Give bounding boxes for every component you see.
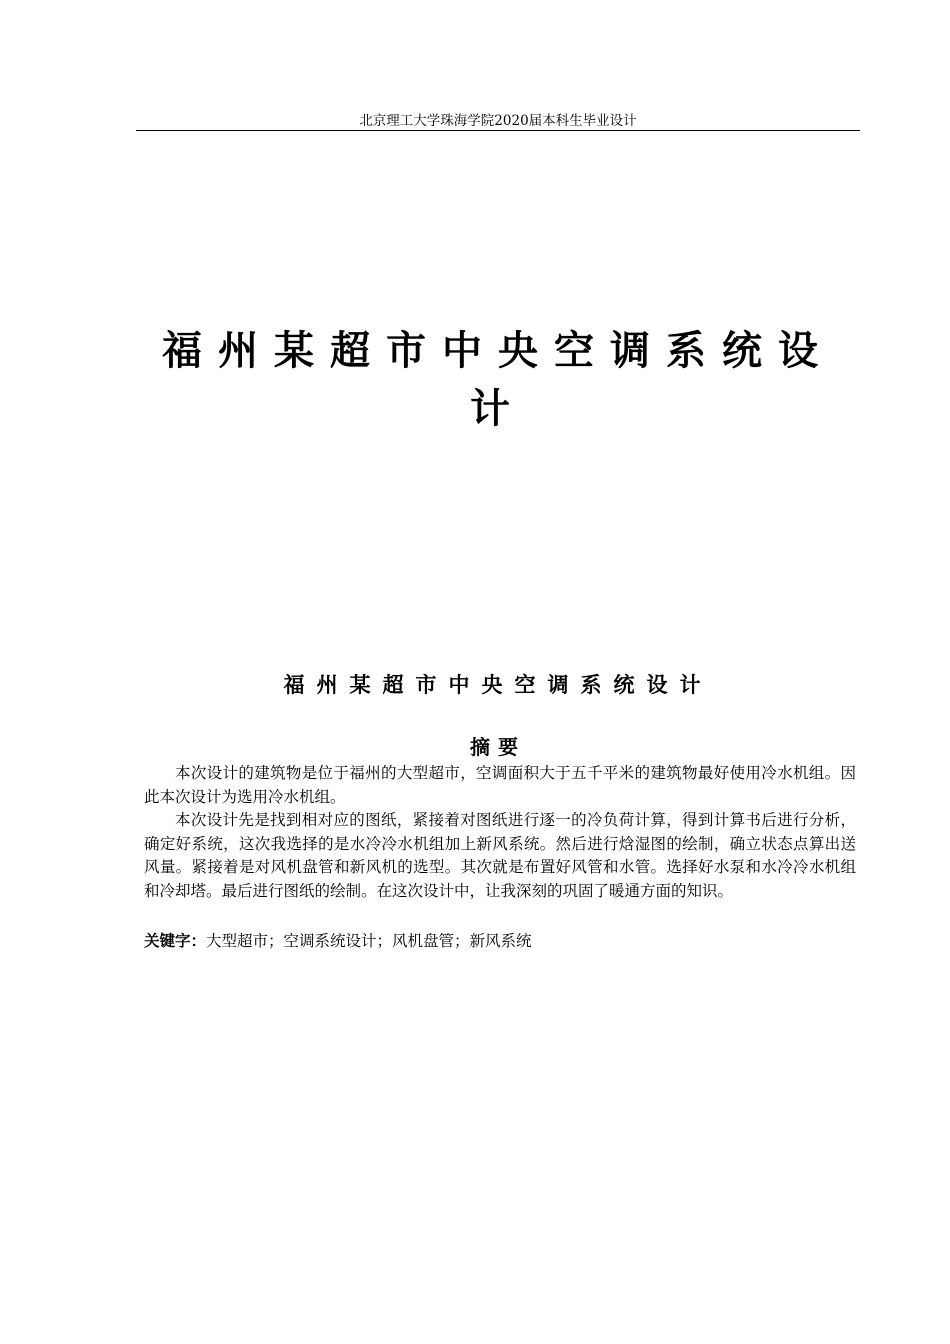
keywords — [144, 930, 856, 954]
abstract-paragraph-1: 本次设计的建筑物是位于福州的大型超市，空调面积大于五千平米的建筑物最好使用冷水机组。因此本次设计为选用冷水机组。 — [144, 764, 856, 806]
abstract-label: 摘要 — [470, 735, 526, 759]
page-header: 北京理工大学珠海学院2020届本科生毕业设计 — [359, 113, 637, 129]
keywords-label: 关键字： — [144, 932, 207, 950]
header-rule — [136, 130, 860, 131]
abstract-body — [144, 762, 856, 903]
abstract-title: 福州某超市中央空调系统设计 — [283, 673, 713, 697]
thesis-title — [136, 322, 860, 438]
thesis-title-line-1: 福州某超市中央空调系统设 — [162, 328, 834, 374]
thesis-title-line-2: 计 — [470, 386, 526, 432]
abstract-paragraph-2: 本次设计先是找到相对应的图纸，紧接着对图纸进行逐一的冷负荷计算，得到计算书后进行分析，确定好系统，这次我选择的是水冷冷水机组加上新风系统。然后进行焓湿图的绘制，确立状态点算出送风量。紧接着是对风机盘管和新风机的选型。其次就是布置好风管和水管。选择好水泵和水冷冷水机组和冷却塔。最后进行图纸的绘制。在这次设计中，让我深刻的巩固了暖通方面的知识。 — [144, 811, 856, 900]
keywords-value: 大型超市；空调系统设计；风机盘管；新风系统 — [206, 932, 532, 950]
